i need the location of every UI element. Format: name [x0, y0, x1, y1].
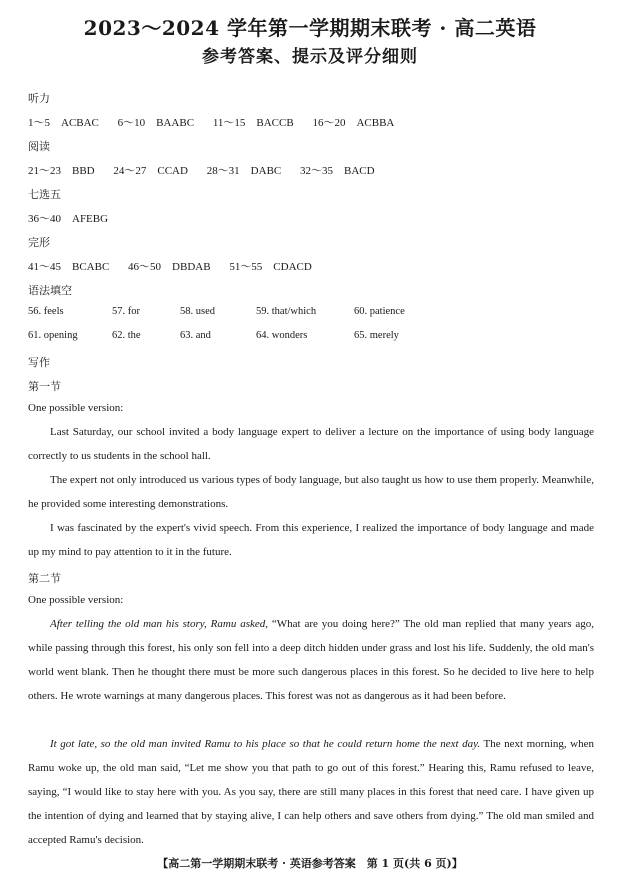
given-opening-sentence: After telling the old man his story, Ramu asked, [50, 618, 268, 630]
reading-answers [28, 162, 375, 178]
page-title: 2023～2024 学年第一学期期末联考 · 高二英语 [83, 16, 537, 40]
page-footer: 【高二第一学期期末联考 · 英语参考答案 第 1 页(共 6 页)】 [157, 857, 463, 870]
answer-group: 6～10 BAABC [117, 117, 195, 129]
cloze-answers [28, 258, 312, 274]
answer-group: 21～23 BBD [28, 165, 95, 177]
answer-group: 41～45 BCABC [28, 261, 110, 273]
writing-part2-heading: 第二节 [28, 572, 61, 585]
answer-group: 51～55 CDACD [229, 261, 312, 273]
essay-paragraph: The expert not only introduced us various types of body language, but also taught us how to use them properly. Meanwhile, he provided some interesting demonstrations. [28, 474, 594, 510]
story-paragraph-1 [28, 612, 594, 708]
answer-group: 1～5 ACBAC [28, 117, 99, 129]
grammar-answer: 64. wonders [256, 330, 308, 341]
grammar-answer: 60. patience [354, 306, 405, 317]
grammar-answer: 62. the [112, 330, 141, 341]
answer-group: 16～20 ACBBA [312, 117, 395, 129]
seven-five-heading: 七选五 [28, 188, 61, 201]
writing-heading: 写作 [28, 356, 50, 369]
answer-group: 46～50 DBDAB [128, 261, 211, 273]
reading-heading: 阅读 [28, 140, 50, 153]
version-label: One possible version: [28, 594, 124, 606]
answer-group: 32～35 BACD [300, 165, 375, 177]
given-opening-sentence: It got late, so the old man invited Ramu to his place so that he could return home the next day. [50, 738, 481, 750]
grammar-heading: 语法填空 [28, 284, 72, 297]
paragraph-body: The next morning, when Ramu woke up, the old man said, “Let me show you that path to go out of this forest.” Hearing this, Ramu refused to leave, saying, “I would like to stay here with you. As you say, there are still many places in this forest that need care. I have given up the intention of dying and learned that by staying alive, I can help others and save others from dying.” The old man smiled and accepted Ramu's decision. [28, 738, 594, 846]
version-label: One possible version: [28, 402, 124, 414]
seven-five-answers [28, 210, 108, 226]
grammar-answer: 59. that/which [256, 306, 317, 317]
listening-heading: 听力 [28, 92, 50, 105]
grammar-answer: 56. feels [28, 306, 64, 317]
cloze-heading: 完形 [28, 236, 50, 249]
answer-group: 36～40 AFEBG [28, 213, 109, 225]
essay-paragraph: I was fascinated by the expert's vivid speech. From this experience, I realized the importance of body language and made up my mind to pay attention to it in the future. [28, 522, 594, 558]
grammar-answer: 63. and [180, 330, 211, 341]
page-subtitle: 参考答案、提示及评分细则 [202, 47, 418, 67]
writing-part1-heading: 第一节 [28, 380, 61, 393]
answer-group: 24～27 CCAD [113, 165, 188, 177]
story-paragraph-2 [28, 732, 594, 852]
answer-group: 28～31 DABC [206, 165, 282, 177]
grammar-answer: 57. for [112, 306, 140, 317]
paragraph-body: The old man replied that many years ago, while passing through this forest, his only son fell into a deep ditch hidden under grass and lost his life. Suddenly, the old man's world went blank. Then he thought there must be more such dangerous places in this forest. So he decided to live here to help others. He wrote warnings at many dangerous places. This forest was not as dangerous as it had been before. [28, 618, 595, 702]
grammar-answer: 65. merely [354, 330, 399, 341]
quoted-question: “What are you doing here?” [271, 618, 400, 630]
essay-paragraph: Last Saturday, our school invited a body language expert to deliver a lecture on the importance of using body language correctly to us students in the school hall. [28, 426, 594, 462]
grammar-answer: 58. used [180, 306, 215, 317]
listening-answers [28, 114, 394, 130]
grammar-answer: 61. opening [28, 330, 78, 341]
answer-group: 11～15 BACCB [212, 117, 294, 129]
